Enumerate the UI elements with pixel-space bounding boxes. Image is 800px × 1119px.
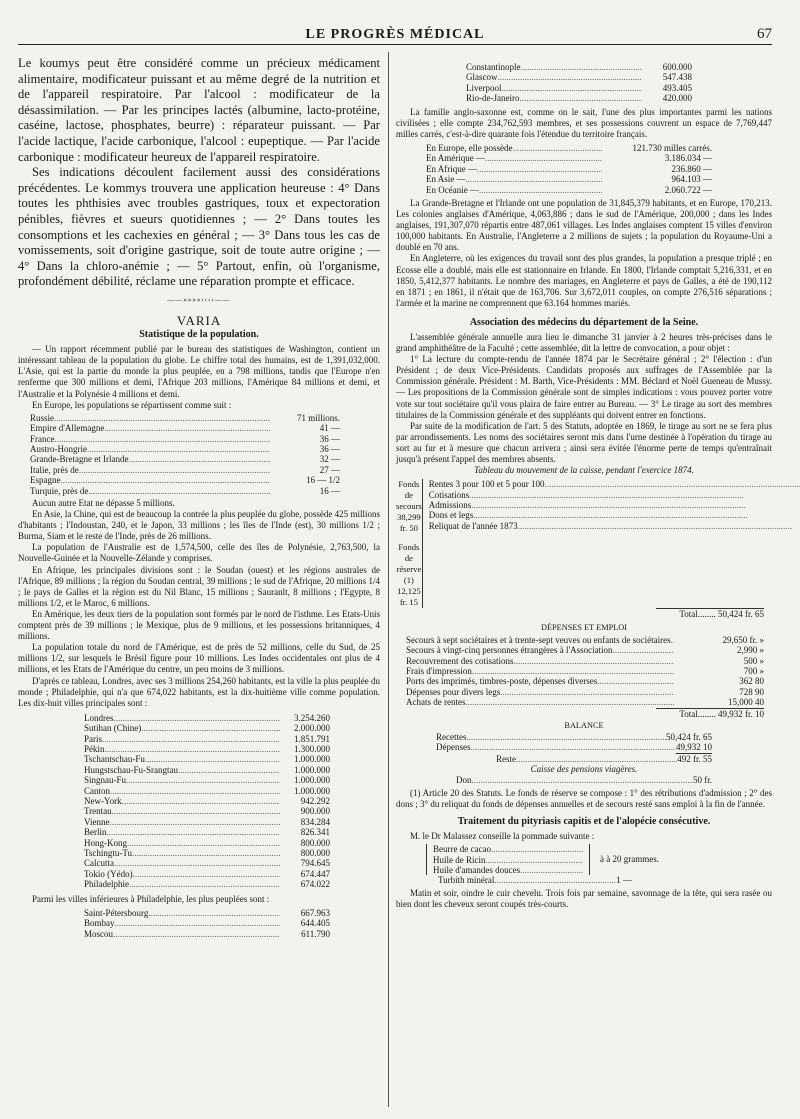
row-label: Trentau <box>84 806 112 817</box>
row-value: 674.022 <box>300 879 330 890</box>
cities-table-secondary <box>84 908 330 939</box>
row-label: Rentes 3 pour 100 et 5 pour 100 <box>428 479 545 490</box>
row-label: Empire d'Allemagne <box>30 423 105 434</box>
row-label: France <box>30 433 55 444</box>
row-value: 674.447 <box>300 868 330 879</box>
row-value: 36 — <box>319 443 340 454</box>
row-value: 2.060.722 — <box>664 184 712 195</box>
balance-table <box>436 732 712 764</box>
ingredient-label: Huile d'amandes douces <box>433 864 521 875</box>
row-value: 15,000 40 <box>728 697 764 708</box>
footnote: (1) Article 20 des Statuts. Le fonds de réserve se compose : 1° des rétributions d'admission ; 2° des dons ; 3° du reliquat du fonds de dépenses annuelles et de secours resté sans emploi à la fin de l'année. <box>396 787 772 809</box>
article-paragraph: En Asie, la Chine, qui est de beaucoup la contrée la plus peuplée du globe, possède 425 millions d'habitants ; l'Indoustan, 240, et le Japon, 33 millions ; les îles de l'Inde (est), 30 millions 1/2 ; Burma, Siam et le reste de l'Inde, près de 26 millions. <box>18 509 380 542</box>
leader-dots <box>519 93 642 103</box>
indications-paragraph: Ses indications découlent facilement aussi des considérations précédentes. Le kommys trouvera une application heureuse : 4° Dans toutes les phthisies avec troubles gastriques, toux et expectoration pénibles, fièvres et sueurs quotidiennes ; — 2° Dans toutes les consomptions et les cachexies en général ; — 3° Dans tous les cas de vomissements, soit d'origine gastrique, soit de toute autre origine ; — 4° Dans la chloro-anémie ; — 5° Partout, enfin, où l'organisme, profondément débilité, réclame une réparation prompte et efficace. <box>18 165 380 289</box>
recettes-value: 50,424 fr. 65 <box>666 732 712 743</box>
leader-dots <box>521 62 643 72</box>
leader-dots <box>518 521 800 531</box>
row-label: Austro-Hongrie <box>30 443 87 454</box>
leader-dots <box>178 765 280 775</box>
table-row <box>466 62 692 72</box>
reste-label: Reste <box>496 753 516 764</box>
leader-dots <box>114 858 280 868</box>
leader-dots <box>128 454 270 464</box>
leader-dots <box>502 83 643 93</box>
row-value: 667.963 <box>300 907 330 918</box>
table-row <box>84 918 330 928</box>
table-row <box>30 444 340 454</box>
leader-dots <box>471 500 800 510</box>
row-label: Liverpool <box>466 82 502 93</box>
caisse-pensions-caption: Caisse des pensions viagères. <box>530 764 638 775</box>
article-paragraph: La population totale du nord de l'Amérique, est de près de 52 millions, celle du Sud, de 25 millions 1/2, sur lesquels le Brésil figure pour 10 millions. Les Indes occidentales ont plus de 4 millions, et les Etats de l'Amérique du centre, un peu moins de 3 millions. <box>18 642 380 675</box>
table-row <box>84 775 330 785</box>
article-paragraph: En Angleterre, où les exigences du travail sont des plus grandes, la population a presque triplé ; en Ecosse elle a doublé, mais elle est stationnaire en Irlande. En 1800, l'Irlande comptait 5,216,331, et en 1850, 5,412,377 habitants. Le nombre des mariages, en Angleterre et pays de Galles, a été de 190,112 en 1871 ; en 1861, il n'était que de 163,706. Sur 3,672,011 couples, on compte 276,516 séparations ; l'armée et la marine ne comprennent que 63.164 hommes mariés. <box>396 253 772 308</box>
leader-dots <box>141 723 280 733</box>
leader-dots <box>148 908 280 918</box>
fonds-reserve: Fonds de réserve (1) 12,125 fr. 15 <box>396 542 422 608</box>
table-row <box>406 666 764 676</box>
table-row <box>426 164 712 174</box>
table-row <box>426 174 712 184</box>
row-value: 728 90 <box>739 686 764 697</box>
article-paragraph: La population de l'Australie est de 1,574,500, celle des îles de Polynésie, 2,763,500, la Nouvelle-Guinée et la Nouvelle-Zélande y comprises. <box>18 542 380 564</box>
row-value: 826.341 <box>300 827 330 838</box>
table-caption: Tableau du mouvement de la caisse, pendant l'exercice 1874. <box>474 465 694 476</box>
row-label: Secours à sept sociétaires et à trente-sept veuves ou enfants de sociétaires <box>406 634 671 645</box>
table-row <box>84 796 330 806</box>
table-row <box>466 93 692 103</box>
koumys-paragraph: Le koumys peut être considéré comme un précieux médicament alimentaire, modificateur puissant et au même degré de la nutrition et de l'appareil respiratoire. Par l'alcool : modificateur de la désassimilation. — Par les principes lactés (albumine, lacto-protéine, caséine, lactose, phosphates, beurre) : réparateur puissant. — Par l'acide lactique, l'acide carbonique, l'alcool : eupeptique. — Par l'acide carbonique : modificateur heureux de l'appareil respiratoire. <box>18 56 380 164</box>
table-row <box>406 697 764 707</box>
table-row <box>84 879 330 889</box>
ingredient <box>433 855 583 865</box>
table-row <box>84 754 330 764</box>
anglo-territory-table <box>426 143 712 195</box>
row-value: 794.645 <box>300 858 330 869</box>
table-row <box>30 423 340 433</box>
leader-dots <box>133 869 280 879</box>
leader-dots <box>122 796 280 806</box>
row-value: 611.790 <box>301 928 330 939</box>
row-label: Sutihan (Chine) <box>84 723 142 734</box>
row-value: 700 » <box>743 665 764 676</box>
leader-dots <box>55 434 271 444</box>
article-paragraph: L'assemblée générale annuelle aura lieu le dimanche 31 janvier à 2 heures très-précises dans le grand amphithéâtre de la Faculté ; cette assemblée, dit la lettre de convocation, a pour objet : <box>396 331 772 354</box>
table-row <box>406 656 764 666</box>
row-label: Hungstschau-Fu-Srangtau <box>84 764 178 775</box>
depenses-label: Dépenses <box>436 742 471 753</box>
row-label: Berlin <box>84 827 107 838</box>
row-value: 942.292 <box>300 796 330 807</box>
table-row <box>429 521 800 531</box>
leader-dots <box>477 164 602 174</box>
row-label: Vienne <box>84 816 110 827</box>
table-row <box>429 479 800 489</box>
leader-dots <box>498 72 643 82</box>
row-value: 1.000.000 <box>294 785 330 796</box>
row-label: Glascow <box>466 72 498 83</box>
row-value: 964.103 — <box>671 174 712 185</box>
europe-table <box>30 413 340 496</box>
table-row <box>84 869 330 879</box>
table-row <box>84 806 330 816</box>
table-row <box>84 765 330 775</box>
row-value: 1.300.000 <box>294 744 330 754</box>
row-label: Pékin <box>84 744 105 754</box>
row-label: Rio-de-Janeiro <box>466 93 520 104</box>
prescription <box>426 844 772 875</box>
turbith-row: Turbith minéral ..... 1 — <box>438 875 632 885</box>
leader-dots <box>54 413 270 423</box>
reste-value: 492 fr. 55 <box>677 753 712 764</box>
row-label: Philadelphie <box>84 879 129 890</box>
row-label: Reliquat de l'année 1873 <box>428 520 518 531</box>
leader-dots <box>545 479 800 489</box>
recettes-list <box>422 479 800 608</box>
leader-dots <box>479 185 602 195</box>
table-row <box>466 83 692 93</box>
row-value: 236.860 — <box>671 163 712 174</box>
table-row <box>84 734 330 744</box>
page-header <box>18 24 772 45</box>
table-row <box>30 486 340 496</box>
row-label: Ports des imprimés, timbres-poste, dépenses diverses <box>406 676 598 687</box>
leader-dots <box>469 490 800 500</box>
leader-dots <box>129 879 280 889</box>
row-label: Dons et legs <box>428 510 474 521</box>
leader-dots <box>145 754 280 764</box>
row-value: 1.000.000 <box>294 754 330 765</box>
row-label: New-York <box>84 796 122 807</box>
row-value: 500 » <box>743 655 764 666</box>
table-row <box>429 510 800 520</box>
row-value: 547.438 <box>662 72 692 83</box>
row-label: En Amérique — <box>426 153 485 164</box>
row-value: 420.000 <box>662 93 692 104</box>
leader-dots <box>88 486 270 496</box>
caisse-table <box>396 479 772 608</box>
table-row <box>84 713 330 723</box>
article-paragraph: La Grande-Bretagne et l'Irlande ont une population de 31,845,379 habitants, et en Europe, 170,213. Les colonies anglaises d'Amérique, 4,063,886 ; dans le sud de l'Amérique, 200,000 ; dans les Indes anglaises, 191,307,070 répartis entre 487,061 villages. Les Indes anglaises comptent 15 villes d'environ 100,000 habitants. En Australie, l'Angleterre a 2 millions de sujets ; la population du Royaume-Uni a doublé en 70 ans. <box>396 197 772 253</box>
row-value: 16 — <box>319 485 340 496</box>
article-paragraph: 1° La lecture du compte-rendu de l'année 1874 par le Secrétaire général ; 2° l'élection : d'un Président ; de deux Vice-Présidents. Candidats proposés aux suffrages de l'Assemblée par la Commission générale. Président : M. Barth, Vice-Présidents : MM. Béclard et Noël Gueneau de Mussy. — Les propositions de la Commission générale sont de simples indications : vous pouvez porter votre vote sur tout sociétaire qu'il vous plaira de faire entrer au Bureau. — 3° Le tirage au sort des membres titulaires de la Commission générale et des suppléants qui doivent entrer en fonctions. <box>396 354 772 420</box>
table-row <box>84 827 330 837</box>
table-row <box>426 153 712 163</box>
row-label: Canton <box>84 785 110 796</box>
row-label: Hong-Kong <box>84 837 127 848</box>
balance-title: BALANCE <box>564 720 604 730</box>
row-label: En Océanie — <box>426 184 479 195</box>
row-value: 27 — <box>319 464 340 475</box>
article-paragraph: Par suite de la modification de l'art. 5 des Statuts, adoptée en 1869, le tirage au sort ne se fera plus par arrondissements. Les noms des sociétaires seront mis dans l'urne destinée à l'opération du tirage au sort au fur et à mesure que chacun arrivera ; ainsi sera évitée l'énorme perte de temps qu'entraînait jusqu'à présent l'appel des membres absents. <box>396 420 772 464</box>
table-row <box>84 858 330 868</box>
article-paragraph: La famille anglo-saxonne est, comme on le sait, l'une des plus importantes parmi les nations civilisées ; elle compte 234,762,593 membres, et ses possessions couvrent un espace de 7,769,447 milles carrés, c'est-à-dire quarante fois l'étendue du territoire français. <box>396 106 772 139</box>
row-value: 1.000.000 <box>294 775 330 786</box>
row-label: En Asie — <box>426 174 466 185</box>
table-row <box>429 490 800 500</box>
row-label: Cotisations <box>428 489 470 500</box>
leader-dots <box>113 929 280 939</box>
table-row <box>30 465 340 475</box>
leader-dots <box>127 838 280 848</box>
ingredient <box>433 844 583 854</box>
prescription-dose: à à 20 grammes. <box>600 854 659 865</box>
row-label: Saint-Pétersbourg <box>84 907 149 918</box>
section-title-varia: VARIA <box>176 313 222 328</box>
article-title-traitement: Traitement du pityriasis capitis et de l'alopécie consécutive. <box>457 815 711 827</box>
leader-dots <box>107 827 281 837</box>
row-value: 29,650 fr. » <box>722 634 764 645</box>
row-label: Recouvrement des cotisations <box>406 655 514 666</box>
leader-dots <box>500 687 674 697</box>
leader-dots <box>87 444 270 454</box>
leader-dots <box>109 817 280 827</box>
article-paragraph: Parmi les villes inférieures à Philadelphie, les plus peuplées sont : <box>32 893 270 904</box>
row-label: En Afrique — <box>426 163 477 174</box>
total-depenses: Total........ 49,932 fr. 10 <box>656 708 764 719</box>
table-row <box>84 929 330 939</box>
row-label: Tschingtu-Tu <box>84 848 133 859</box>
row-value: 362 80 <box>739 676 764 687</box>
table-row <box>429 500 800 510</box>
leader-dots <box>112 806 280 816</box>
leader-dots <box>466 174 603 184</box>
row-label: En Europe, elle possède <box>426 142 513 153</box>
table-row <box>406 676 764 686</box>
row-label: Constantinople <box>466 62 521 72</box>
ingredient <box>433 865 583 875</box>
article-paragraph: En Europe, les populations se répartissent comme suit : <box>32 399 232 410</box>
table-row <box>406 635 764 645</box>
column-divider <box>388 52 389 1107</box>
row-value: 121.730 milles carrés. <box>632 142 712 153</box>
row-label: Bombay <box>84 918 115 929</box>
ornament-divider: ——»»»»‹‹‹‹—— <box>167 295 231 304</box>
table-row <box>84 786 330 796</box>
article-paragraph: Matin et soir, oindre le cuir chevelu. Trois fois par semaine, savonnage de la tête, qui sera rasée ou bien dont les cheveux seront coupés très-courts. <box>396 887 772 909</box>
ingredient-label: Beurre de cacao <box>433 844 491 855</box>
table-row <box>84 817 330 827</box>
leader-dots <box>115 918 281 928</box>
cities-table <box>84 713 330 890</box>
row-label: Moscou <box>84 928 113 939</box>
row-value: 3.186.034 — <box>664 153 712 164</box>
row-value: 493.405 <box>662 82 692 93</box>
leader-dots <box>114 713 281 723</box>
row-value: 36 — <box>319 433 340 444</box>
row-value: 800.000 <box>300 848 330 859</box>
table-row <box>426 185 712 195</box>
leader-dots <box>472 666 674 676</box>
row-label: Achats de rentes <box>406 697 466 708</box>
leader-dots <box>61 475 271 485</box>
row-label: Grande-Bretagne et Irlande <box>30 454 129 465</box>
row-label: Secours à vingt-cinq personnes étrangères à l'Association <box>406 645 613 656</box>
recettes-label: Recettes <box>436 732 467 743</box>
page-number: 67 <box>757 26 772 42</box>
leader-dots <box>465 697 674 707</box>
leader-dots <box>79 465 270 475</box>
row-label: Tschantschau-Fu <box>84 754 145 765</box>
leader-dots <box>102 734 280 744</box>
row-value: 71 millions. <box>296 412 340 423</box>
row-value: 41 — <box>319 423 340 434</box>
article-paragraph: D'après ce tableau, Londres, avec ses 3 millions 254,260 habitants, est la ville la plus peuplée du monde ; Philadelphie, qui n'a que 674,022 habitants, est la dix-huitième ville comme population. Les dix-huit villes principales sont : <box>18 675 380 708</box>
table-row <box>406 645 764 655</box>
table-row <box>466 72 692 82</box>
leader-dots <box>513 656 674 666</box>
row-label: Turquie, près de <box>30 485 89 496</box>
article-paragraph: M. le Dr Malassez conseille la pommade suivante : <box>410 831 595 842</box>
table-row <box>84 848 330 858</box>
depenses-list <box>406 635 764 708</box>
article-paragraph: En Amérique, les deux tiers de la population sont formés par le nord de l'isthme. Les Etats-Unis comptent près de 39 millions ; le Mexique, plus de 9 millions, et les possessions britanniques, 4 millions. <box>18 608 380 642</box>
article-paragraph: En Afrique, les principales divisions sont : le Soudan (ouest) et les régions australes de l'Afrique, 89 millions ; la région du Soudan central, 39 millions ; le sud de l'Afrique, 20 millions 1/4 ; le pays de Galles et la région est du Nil Blanc, 15 millions ; Sauranlt, 8 millions ; l'Egypte, 8 millions 1/2, et le Maroc, 6 millions. <box>18 564 380 608</box>
table-row <box>84 908 330 918</box>
row-label: Singnau-Fu <box>84 775 127 786</box>
leader-dots <box>110 786 280 796</box>
leader-dots <box>104 423 270 433</box>
depenses-value: 49,932 10 <box>676 742 712 753</box>
row-label: Paris <box>84 733 102 744</box>
ingredient-label: Huile de Ricin <box>433 854 486 865</box>
leader-dots <box>105 744 280 754</box>
table-row <box>30 475 340 485</box>
article-title-association: Association des médecins du département de la Seine. <box>469 316 699 328</box>
row-value: 16 — 1/2 <box>305 475 340 486</box>
row-value: 1.851.791 <box>294 733 330 744</box>
table-row <box>84 838 330 848</box>
right-column <box>396 62 772 910</box>
row-label: Londres <box>84 712 114 723</box>
row-value: 644.405 <box>300 918 330 929</box>
row-value: 32 — <box>319 454 340 465</box>
journal-title: LE PROGRÈS MÉDICAL <box>305 27 485 42</box>
don-row: Don ..... 50 fr. <box>456 775 712 785</box>
total-recettes: Total........ 50,424 fr. 65 <box>656 608 764 619</box>
row-value: 800.000 <box>300 837 330 848</box>
row-label: Dépenses pour divers legs <box>406 686 501 697</box>
row-value: 600.000 <box>662 62 692 72</box>
article-title-statistique: Statistique de la population. <box>139 329 259 341</box>
row-label: Calcutta <box>84 858 114 869</box>
table-row <box>406 687 764 697</box>
leader-dots <box>473 510 800 520</box>
table-row <box>426 143 712 153</box>
leader-dots <box>126 775 280 785</box>
row-value: 834.284 <box>300 816 330 827</box>
left-column <box>18 56 380 939</box>
row-label: Tokio (Yédo) <box>84 868 133 879</box>
table-row <box>30 454 340 464</box>
leader-dots <box>485 153 602 163</box>
leader-dots <box>512 143 602 153</box>
row-value: 1.000.000 <box>294 764 330 775</box>
prescription-ingredients <box>426 844 590 875</box>
article-paragraph: — Un rapport récemment publié par le bureau des statistiques de Washington, contient un intéressant tableau de la population du globe. Le chiffre total des humains, est de 1,391,032,000. L'Asie, qui est la partie du monde la plus peuplée, en a 798 millions, tandis que l'Europe n'en renferme que 300 millions et demi, l'Afrique 203 millions, l'Amérique 84 millions et demi, et l'Australie et la Polynésie 4 millions et demi. <box>18 344 380 399</box>
depenses-title: DÉPENSES ET EMPLOI <box>540 622 628 632</box>
article-paragraph: Aucun autre Etat ne dépasse 5 millions. <box>32 498 175 508</box>
fonds-labels <box>396 479 422 608</box>
row-value: 900.000 <box>300 806 330 817</box>
row-label: Admissions <box>428 500 472 510</box>
table-row <box>30 413 340 423</box>
row-label: Italie, près de <box>30 464 79 475</box>
row-label: Espagne <box>30 475 61 486</box>
fonds-secours: Fonds de secours 38,299 fr. 50 <box>396 479 422 534</box>
table-row <box>30 434 340 444</box>
row-label: Frais d'impression <box>406 665 472 676</box>
leader-dots <box>597 676 674 686</box>
table-row <box>84 744 330 754</box>
cities-table-continued <box>466 62 692 104</box>
leader-dots <box>132 848 280 858</box>
row-value: 3.254.260 <box>294 712 330 723</box>
row-label: Russie <box>30 412 55 423</box>
table-row <box>84 723 330 733</box>
row-value: 2.000.000 <box>294 723 330 734</box>
row-value: 2,990 » <box>737 645 764 656</box>
leader-dots <box>613 645 674 655</box>
